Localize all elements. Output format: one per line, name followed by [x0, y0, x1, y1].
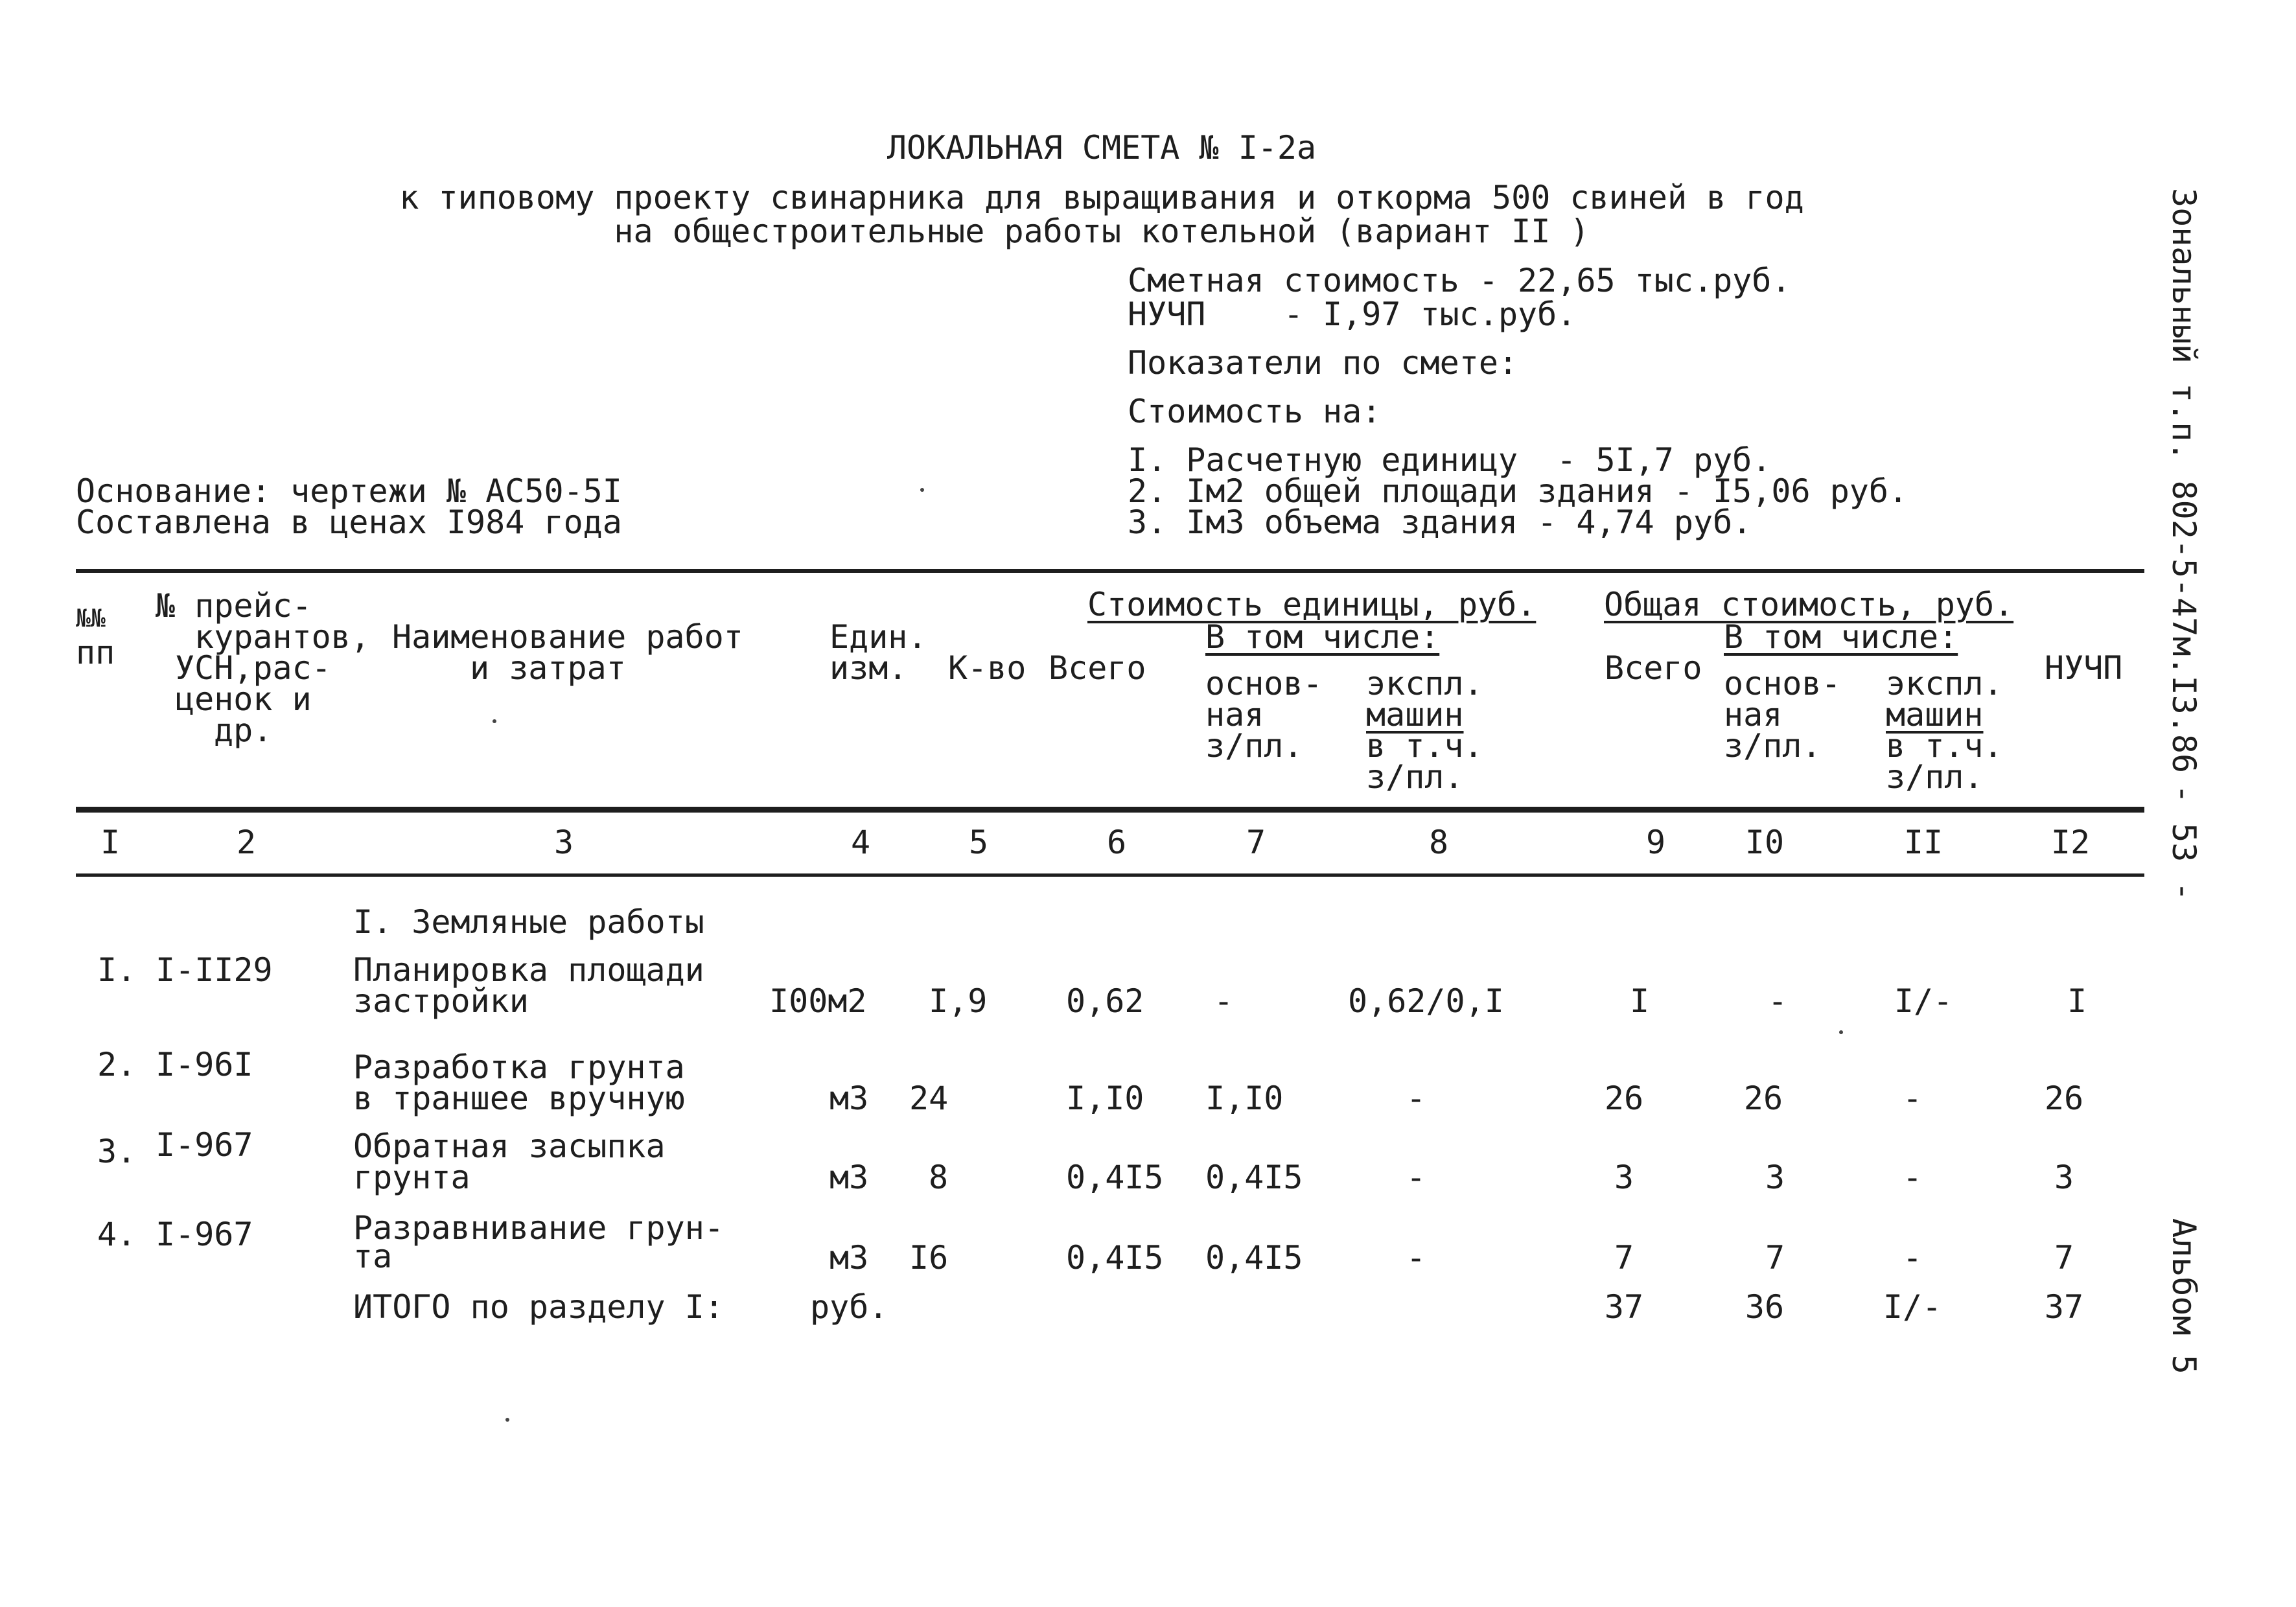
section-heading: I. Земляные работы	[353, 903, 704, 941]
table-top-rule	[76, 569, 2144, 573]
col-number: 8	[1428, 824, 1449, 861]
basis-drawings: Основание: чертежи № АС50-5I	[76, 472, 622, 510]
row-total-base-wage: 7	[1765, 1239, 1785, 1277]
cost-for-heading: Стоимость на:	[1128, 393, 1382, 430]
row-price-code: I-II29	[156, 951, 273, 989]
row-total-base-wage: 26	[1743, 1080, 1783, 1117]
side-project-code: Зональный т.п. 802-5-47м.I3.86	[2165, 188, 2203, 774]
header-col11-line1: экспл.	[1886, 665, 2003, 702]
row-total-machines: -	[1902, 1239, 1923, 1277]
side-page-number: - 53 -	[2165, 784, 2203, 901]
col-number: II	[1903, 824, 1943, 861]
row-unit: I00м2	[769, 982, 867, 1020]
scan-speck	[1839, 1030, 1843, 1034]
row-total-all: 7	[1614, 1239, 1634, 1277]
row-total-all: I	[1629, 982, 1650, 1020]
col-number: I2	[2050, 824, 2091, 861]
row-unit-base-wage: 0,4I5	[1205, 1159, 1303, 1196]
row-number: I.	[97, 951, 137, 989]
header-unit-cost: Стоимость единицы, руб.	[1087, 586, 1536, 623]
scan-speck	[505, 1418, 509, 1422]
header-col11-line4: з/пл.	[1886, 758, 1984, 796]
row-price-code: I-967	[156, 1216, 253, 1253]
header-col8-line3: в т.ч.	[1366, 727, 1483, 765]
row-unit-base-wage: 0,4I5	[1205, 1239, 1303, 1277]
row-unit: м3	[829, 1159, 869, 1196]
row-quantity: I,9	[929, 982, 988, 1020]
row-unit: м3	[829, 1239, 869, 1277]
header-unit-cost-incl: В том числе:	[1205, 618, 1440, 656]
subtitle-line-1: к типовому проекту свинарника для выращивания и откорма 500 свиней в год	[399, 179, 1804, 216]
row-unit-machines: -	[1406, 1159, 1426, 1196]
col-number: 4	[850, 824, 871, 861]
col-number: 6	[1106, 824, 1127, 861]
col-number: 2	[236, 824, 257, 861]
header-col6: Всего	[1049, 649, 1146, 687]
row-unit-total: I,I0	[1066, 1080, 1144, 1117]
total-all: 37	[1604, 1288, 1644, 1326]
row-total-base-wage: -	[1767, 982, 1788, 1020]
header-col11-line2: машин	[1886, 696, 1984, 734]
row-total-machines: I/-	[1894, 982, 1953, 1020]
header-col8-line2: машин	[1366, 696, 1464, 734]
indicator-2: 2. Iм2 общей площади здания - I5,06 руб.	[1128, 472, 1908, 510]
header-col5: К-во	[948, 649, 1026, 687]
header-col2-line2: курантов,	[194, 618, 370, 656]
col-number: 5	[968, 824, 989, 861]
row-total-base-wage: 3	[1765, 1159, 1785, 1196]
row-price-code: I-96I	[156, 1046, 253, 1083]
scan-speck	[920, 488, 924, 492]
row-work-name-line2: та	[353, 1238, 393, 1275]
header-col10-line3: з/пл.	[1724, 727, 1822, 765]
header-col8-line1: экспл.	[1366, 665, 1483, 702]
row-nuchp: I	[2067, 982, 2087, 1020]
table-header-rule	[76, 807, 2144, 813]
row-quantity: I6	[909, 1239, 949, 1277]
row-work-name-line2: застройки	[353, 982, 529, 1020]
col-number: 3	[553, 824, 574, 861]
row-unit-total: 0,4I5	[1066, 1159, 1164, 1196]
page-title: ЛОКАЛЬНАЯ СМЕТА № I-2a	[887, 129, 1317, 167]
row-unit: м3	[829, 1080, 869, 1117]
header-total-cost: Общая стоимость, руб.	[1604, 586, 2014, 623]
header-col10-line2: ная	[1724, 696, 1783, 734]
nuchp-summary: НУЧП - I,97 тыс.руб.	[1128, 295, 1577, 333]
total-label: ИТОГО по разделу I:	[353, 1288, 724, 1326]
header-col8-line4: з/пл.	[1366, 758, 1464, 796]
scan-speck	[493, 719, 496, 723]
header-col3-line1: Наименование работ	[392, 618, 743, 656]
total-unit: руб.	[810, 1288, 888, 1326]
basis-prices: Составлена в ценах I984 года	[76, 503, 622, 541]
estimated-cost: Сметная стоимость - 22,65 тыс.руб.	[1128, 262, 1791, 299]
row-total-all: 26	[1604, 1080, 1644, 1117]
side-album: Альбом 5	[2165, 1218, 2203, 1374]
row-price-code: I-967	[156, 1126, 253, 1164]
indicator-3: 3. Iм3 объема здания - 4,74 руб.	[1128, 503, 1752, 541]
header-col7-line1: основ-	[1205, 665, 1323, 702]
row-unit-machines: -	[1406, 1080, 1426, 1117]
subtitle-line-2: на общестроительные работы котельной (вариант II )	[614, 213, 1590, 250]
header-col3-line2: и затрат	[470, 649, 626, 687]
row-unit-base-wage: I,I0	[1205, 1080, 1284, 1117]
header-total-cost-incl: В том числе:	[1724, 618, 1958, 656]
row-nuchp: 7	[2054, 1239, 2074, 1277]
header-col2-line3: УСН,рас-	[175, 649, 331, 687]
row-number: 4.	[97, 1216, 137, 1253]
header-col12: НУЧП	[2045, 649, 2123, 687]
row-number: 3.	[97, 1133, 137, 1170]
indicators-heading: Показатели по смете:	[1128, 344, 1518, 382]
col-number: 7	[1246, 824, 1266, 861]
total-base-wage: 36	[1745, 1288, 1785, 1326]
row-unit-total: 0,62	[1066, 982, 1144, 1020]
header-col7-line2: ная	[1205, 696, 1264, 734]
row-nuchp: 3	[2054, 1159, 2074, 1196]
header-col1-line1: №№	[76, 604, 106, 632]
header-col2-line4: ценок и	[175, 680, 312, 718]
row-number: 2.	[97, 1046, 137, 1083]
row-quantity: 24	[909, 1080, 949, 1117]
row-work-name-line1: Обратная засыпка	[353, 1127, 666, 1165]
row-work-name-line2: грунта	[353, 1159, 470, 1196]
total-machines: I/-	[1883, 1288, 1942, 1326]
row-work-name-line1: Разравнивание грун-	[353, 1209, 724, 1247]
header-col2-line1: № прейс-	[156, 587, 312, 625]
header-col2-line5: др.	[214, 711, 273, 749]
row-unit-machines: 0,62/0,I	[1348, 982, 1504, 1020]
col-number: I	[100, 824, 121, 861]
row-unit-total: 0,4I5	[1066, 1239, 1164, 1277]
header-col4-line1: Един.	[829, 618, 927, 656]
row-work-name-line1: Разработка грунта	[353, 1048, 685, 1086]
column-number-rule	[76, 873, 2144, 877]
col-number: I0	[1745, 824, 1785, 861]
row-work-name-line1: Планировка площади	[353, 951, 704, 989]
header-col11-line3: в т.ч.	[1886, 727, 2003, 765]
indicator-1: I. Расчетную единицу - 5I,7 руб.	[1128, 441, 1772, 479]
row-quantity: 8	[929, 1159, 949, 1196]
header-col10-line1: основ-	[1724, 665, 1841, 702]
header-col7-line3: з/пл.	[1205, 727, 1303, 765]
header-col4-line2: изм.	[829, 649, 908, 687]
header-col1-line2: пп	[76, 634, 115, 671]
col-number: 9	[1645, 824, 1666, 861]
row-total-machines: -	[1902, 1159, 1923, 1196]
row-nuchp: 26	[2044, 1080, 2084, 1117]
row-total-machines: -	[1902, 1080, 1923, 1117]
row-total-all: 3	[1614, 1159, 1634, 1196]
header-col9: Всего	[1605, 649, 1702, 687]
total-nuchp: 37	[2044, 1288, 2084, 1326]
row-unit-base-wage: -	[1213, 982, 1234, 1020]
row-work-name-line2: в траншее вручную	[353, 1080, 685, 1117]
row-unit-machines: -	[1406, 1239, 1426, 1277]
